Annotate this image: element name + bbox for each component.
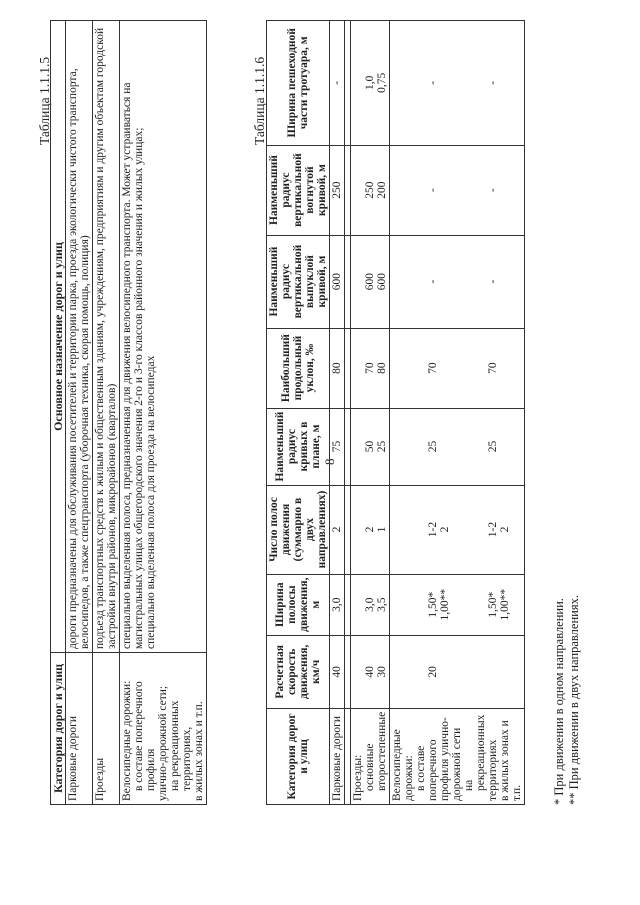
table-2-cell: Парковые дороги [330,708,345,804]
table-2-caption: Таблица 1.1.1.6 [252,56,267,145]
table-2-cell: - - [390,21,525,146]
table-2-cell: 75 [330,408,345,485]
table-2-cell: 50 25 [351,408,390,485]
table-2-header: Расчетная скорость движения, км/ч [267,635,330,708]
table-2-cell: 70 80 [351,328,390,408]
page-number: 8 [322,458,337,465]
table-1-cell-line: специально выделенная полоса, предназначенная для движения велосипедного транспорта. Может устраиваться на магистральных улицах общегородского значения 2-го и 3-го классов районного значения и жилых улицах; [121,82,145,649]
table-2-cell-line: второстепенные [376,711,388,791]
table-2-header: Наименьший радиус вертикальной вогнутой кривой, м [267,145,330,235]
table-1 [50,20,207,805]
table-1-cell-line: на рекреационных территориях, [169,700,193,791]
table-row [93,21,120,805]
table-row [66,21,93,805]
table-2-cell: 40 [330,635,345,708]
table-2-cell: 40 30 [351,635,390,708]
table-2-header: Наименьший радиус кривых в плане, м [267,408,330,485]
table-1-cell: Парковые дороги [66,653,93,805]
table-1-header-category: Категория дорог и улиц [51,653,66,805]
footnotes [552,595,582,805]
table-1-cell-line: улично-дорожной сети; [157,685,169,801]
table-2-cell: 80 [330,328,345,408]
table-1-cell: Проезды [93,653,120,805]
table-row [120,21,207,805]
table-row [390,21,525,805]
table-1-cell-line: специально выделенная полоса для проезда на велосипедах [145,355,157,649]
table-2-cell: 3,0 3,5 [351,574,390,635]
table-1-cell-line: в жилых зонах и т.п. [193,701,205,801]
table-row [351,21,390,805]
table-1-header-purpose: Основное назначение дорог и улиц [51,21,66,653]
table-1-header-row [51,21,66,805]
table-2-cell: 600 600 [351,235,390,328]
table-2-cell: 3,0 [330,574,345,635]
table-2-cell: 250 [330,145,345,235]
table-1-cell-line: в составе поперечного профиля [133,681,157,791]
table-1-cell-bike-category [120,653,207,805]
table-1-cell-bike-purpose [120,21,207,653]
footnote-2: ** При движении в двух направлениях. [567,595,581,805]
table-1-cell: дороги предназначены для обслуживания посетителей и территории парка, проезда экологически чистого транспорта, велосипедов, а также спецтранспорта (уборочная техника, скорая помощь, полиция) [66,21,93,653]
table-1-cell: подъезд транспортных средств к жилым и общественным зданиям, учреждениям, предприятиям и другим объектам городской застройки внутри районов, микрорайонов (кварталов) [93,21,120,653]
table-2-header: Ширина пешеходной части тротуара, м [267,21,330,146]
table-2-cell: 70 70 [390,328,525,408]
table-2-cell: 250 200 [351,145,390,235]
table-2-cell: - - [390,235,525,328]
table-2 [266,20,525,805]
table-2-cell: 600 [330,235,345,328]
table-2-cell: 1,0 0,75 [351,21,390,146]
table-2-header: Наименьший радиус вертикальной выпуклой кривой, м [267,235,330,328]
table-2-header: Число полос движения (суммарно в двух направлениях) [267,485,330,574]
table-1-caption: Таблица 1.1.1.5 [37,56,52,145]
table-2-cell: 1-2 2 1-2 2 [390,485,525,574]
table-2-cell: 2 [330,485,345,574]
table-row [330,21,345,805]
table-2-header: Ширина полосы движения, м [267,574,330,635]
table-2-cell: 1,50* 1,00** 1,50* 1,00** [390,574,525,635]
table-2-cell-line: Проезды: [352,754,364,801]
table-1-cell-line: Велосипедные дорожки: [121,680,133,801]
table-2-cell: Велосипедные дорожки: в составе поперечного профиля улично- дорожной сети на рекреационных территориях в жилых зонах и т.п. [390,708,525,804]
table-2-cell: - - [390,145,525,235]
table-2-cell [351,708,390,804]
table-2-cell: 25 25 [390,408,525,485]
table-2-cell: - [330,21,345,146]
table-2-cell: 2 1 [351,485,390,574]
table-2-cell: 20 [390,635,525,708]
table-2-header: Наибольший продольный уклон, ‰ [267,328,330,408]
table-2-header: Категория дорог и улиц [267,708,330,804]
table-2-cell-line: основные [364,743,376,791]
footnote-1: * При движении в одном направлении. [552,598,566,805]
table-2-header-row [267,21,330,805]
